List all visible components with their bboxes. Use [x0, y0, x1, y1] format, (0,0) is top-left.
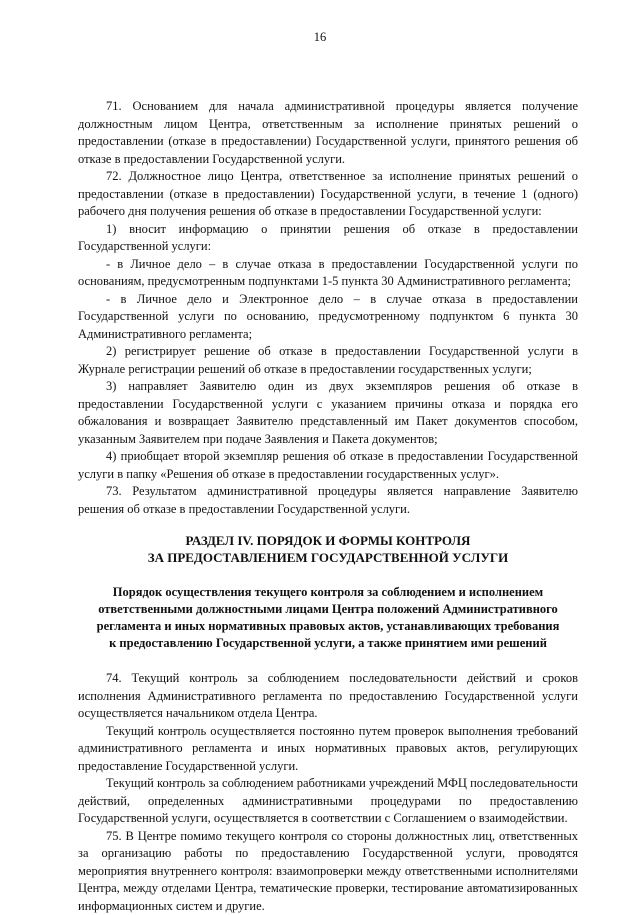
paragraph-73: 73. Результатом административной процедуры является направление Заявителю решения об отказе в предоставлении Государственной услуги.	[78, 483, 578, 518]
paragraph-71: 71. Основанием для начала административной процедуры является получение должностным лицом Центра, ответственным за исполнение принятых решений о предоставлении (отказе в предоставлении) Государственной услуги, принятого решения об отказе в предоставлении Государственной услуги.	[78, 98, 578, 168]
list-item-3: 3) направляет Заявителю один из двух экземпляров решения об отказе в предоставлении Государственной услуги с указанием причины отказа и порядка его обжалования и возвращает Заявителю представленный им Пакет документов способом, указанным Заявителем при подаче Заявления и Пакета документов;	[78, 378, 578, 448]
subsection-title	[78, 584, 578, 652]
paragraph-74: 74. Текущий контроль за соблюдением последовательности действий и сроков исполнения Административного регламента по предоставлению Государственной услуги осуществляется начальником отдела Центра.	[78, 670, 578, 723]
section-title-line-2: ЗА ПРЕДОСТАВЛЕНИЕМ ГОСУДАРСТВЕННОЙ УСЛУГИ	[78, 549, 578, 566]
paragraph-mfc-control: Текущий контроль за соблюдением работниками учреждений МФЦ последовательности действий, определенных административными процедурами по предоставлению Государственной услуги, осуществляется в соответствии с Соглашением о взаимодействии.	[78, 775, 578, 828]
subsection-title-line-3: регламента и иных нормативных правовых актов, устанавливающих требования	[78, 618, 578, 635]
list-subitem-personal-file: - в Личное дело – в случае отказа в предоставлении Государственной услуги по основаниям, предусмотренным подпунктами 1-5 пункта 30 Административного регламента;	[78, 256, 578, 291]
list-subitem-electronic-file: - в Личное дело и Электронное дело – в случае отказа в предоставлении Государственной услуги по основанию, предусмотренному подпунктом 6 пункта 30 Административного регламента;	[78, 291, 578, 344]
subsection-title-line-2: ответственными должностными лицами Центра положений Административного	[78, 601, 578, 618]
list-item-1: 1) вносит информацию о принятии решения об отказе в предоставлении Государственной услуги:	[78, 221, 578, 256]
paragraph-75: 75. В Центре помимо текущего контроля со стороны должностных лиц, ответственных за организацию работы по предоставлению Государственной услуги, проводятся мероприятия внутреннего контроля: взаимопроверки между ответственными исполнителями Центра, между отделами Центра, тематические проверки, тестирование автоматизированных информационных систем и другие.	[78, 828, 578, 915]
section-title	[78, 532, 578, 566]
section-title-line-1: РАЗДЕЛ IV. ПОРЯДОК И ФОРМЫ КОНТРОЛЯ	[78, 532, 578, 549]
list-item-2: 2) регистрирует решение об отказе в предоставлении Государственной услуги в Журнале регистрации решений об отказе в предоставлении государственных услуги;	[78, 343, 578, 378]
subsection-title-line-4: к предоставлению Государственной услуги, а также принятием ими решений	[78, 635, 578, 652]
paragraph-current-control: Текущий контроль осуществляется постоянно путем проверок выполнения требований административного регламента и иных нормативных правовых актов, регулирующих предоставление Государственной услуги.	[78, 723, 578, 776]
page-number: 16	[0, 30, 640, 45]
subsection-title-line-1: Порядок осуществления текущего контроля за соблюдением и исполнением	[78, 584, 578, 601]
paragraph-72: 72. Должностное лицо Центра, ответственное за исполнение принятых решений о предоставлении (отказе в предоставлении) Государственной услуги, в течение 1 (одного) рабочего дня получения решения об отказе в предоставлении Государственной услуги:	[78, 168, 578, 221]
list-item-4: 4) приобщает второй экземпляр решения об отказе в предоставлении Государственной услуги в папку «Решения об отказе в предоставлении государственных услуг».	[78, 448, 578, 483]
document-body	[78, 98, 578, 915]
